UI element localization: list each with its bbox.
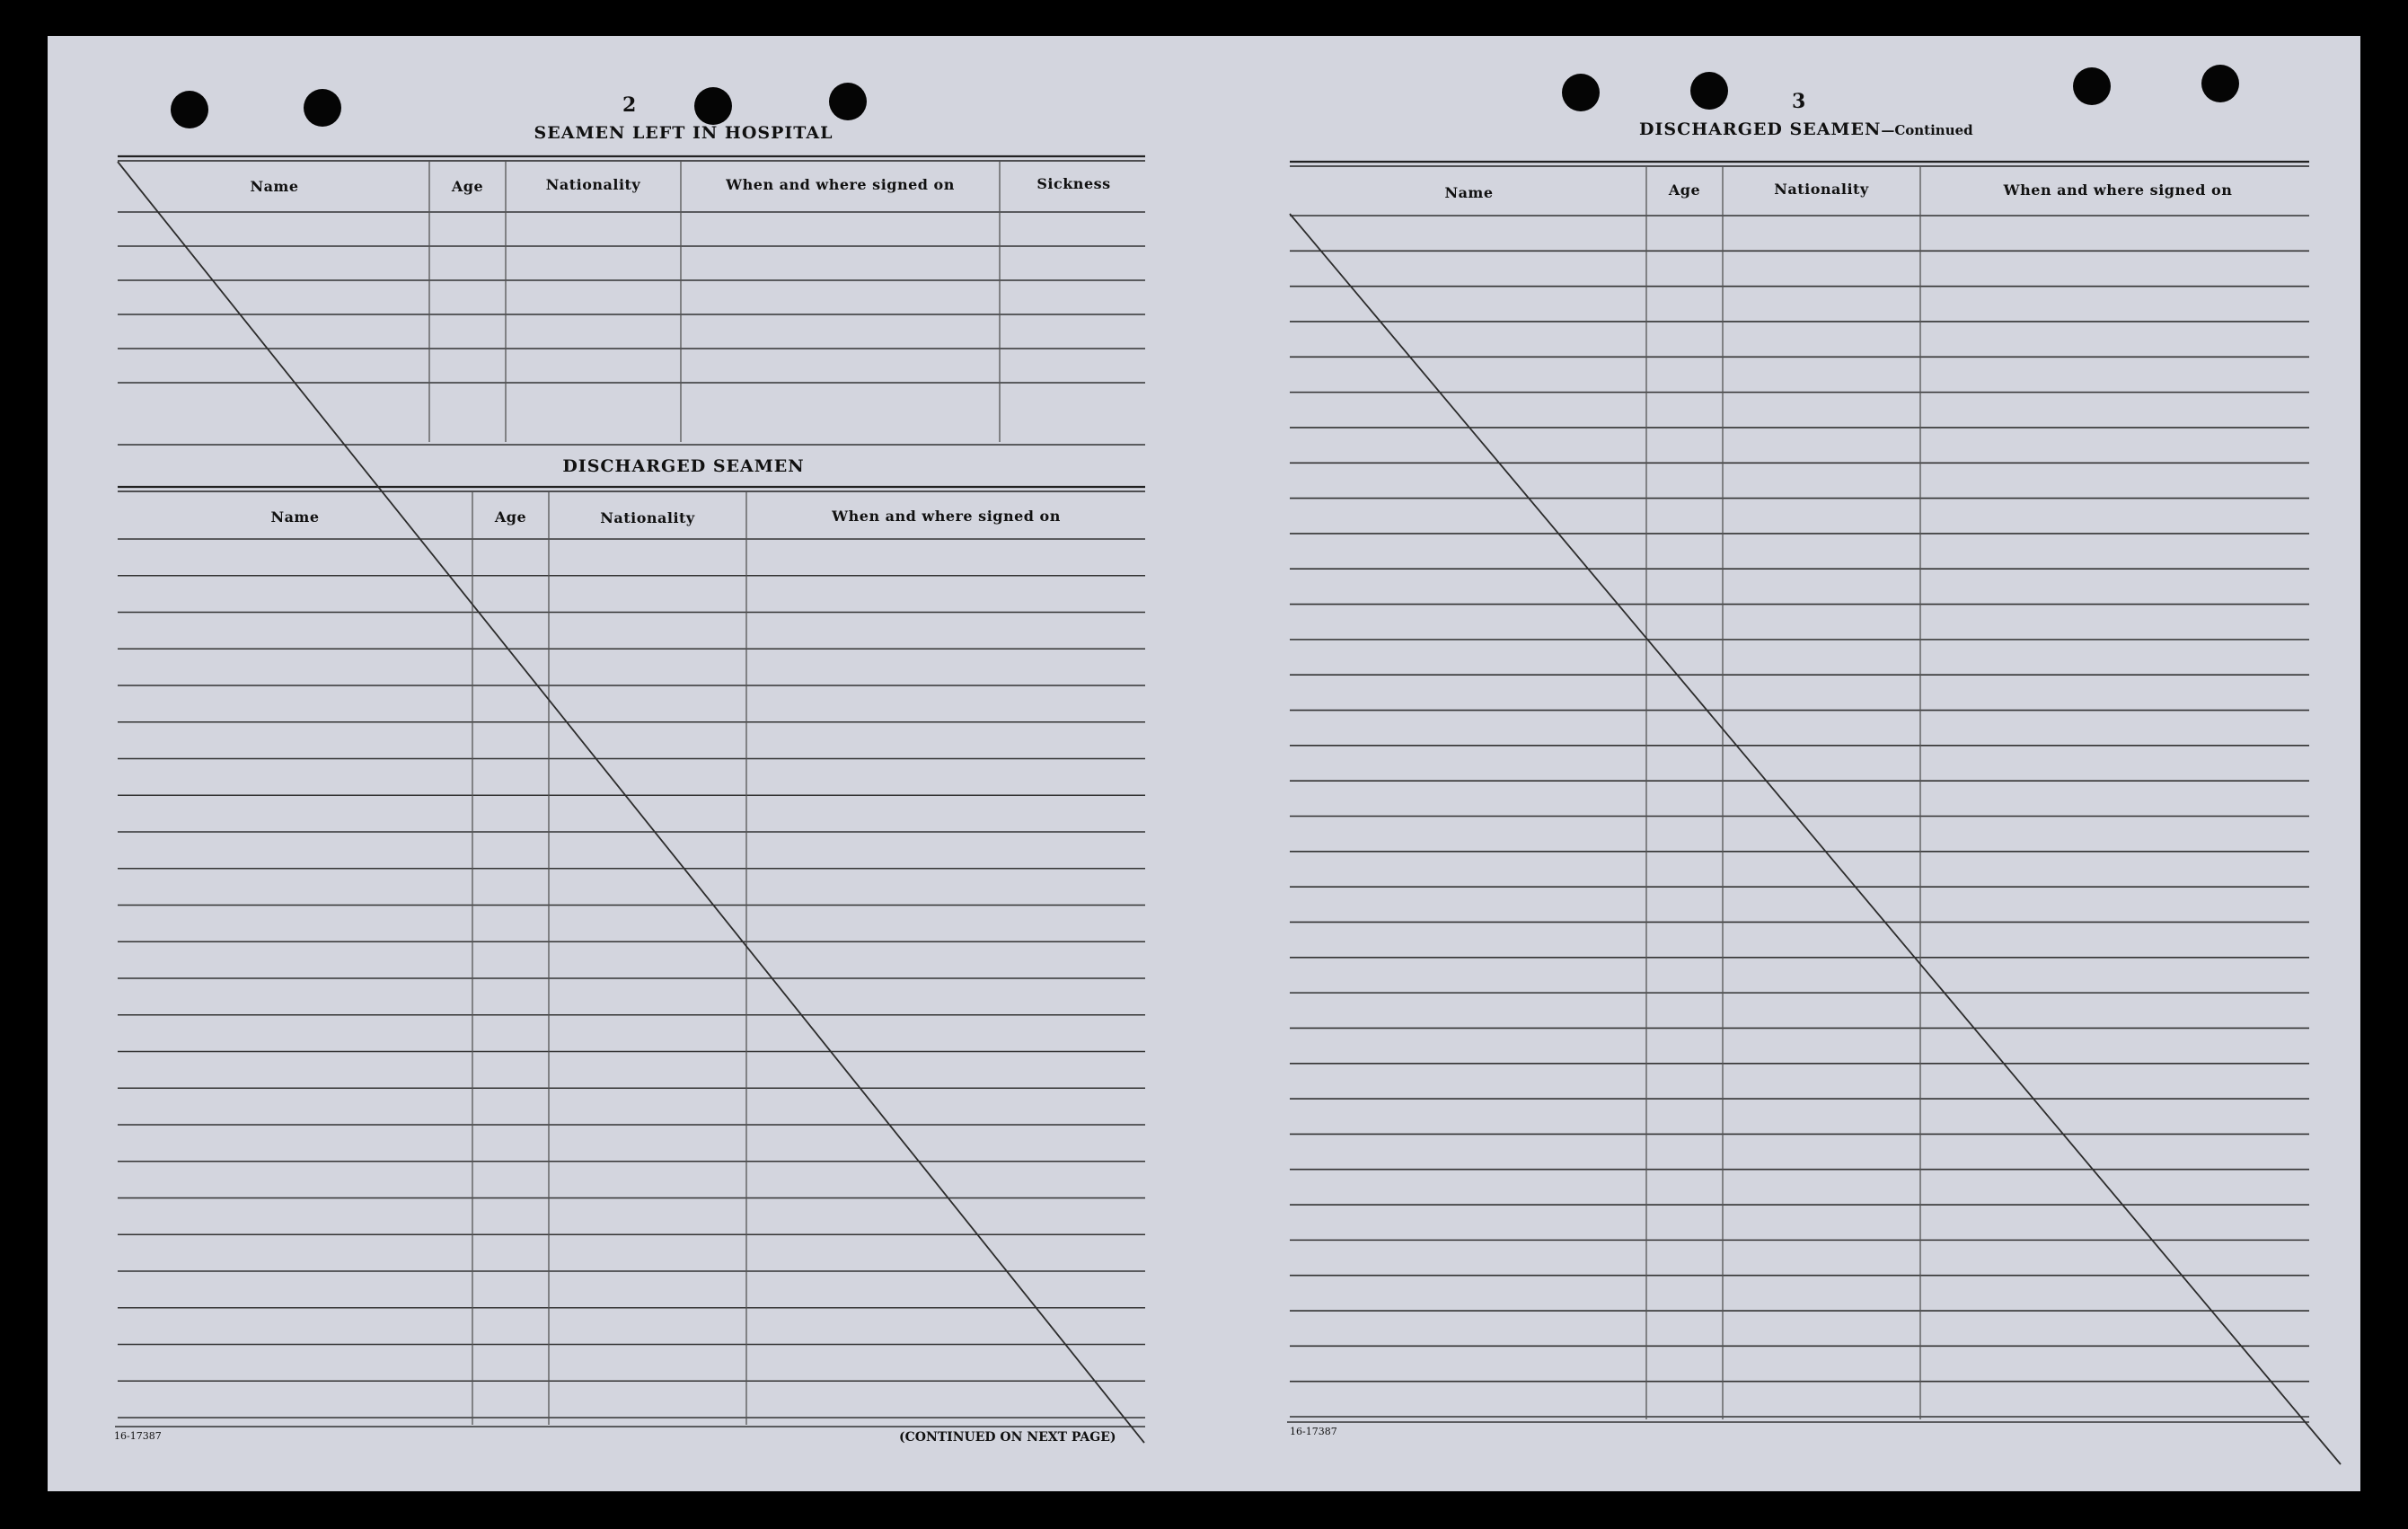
discharged-continued-title <box>1639 119 1973 139</box>
right-col-signed-on: When and where signed on <box>2003 181 2233 199</box>
discharged-section-title: DISCHARGED SEAMEN <box>562 456 805 476</box>
continued-note: (CONTINUED ON NEXT PAGE) <box>899 1430 1116 1445</box>
right-col-nationality: Nationality <box>1774 181 1869 198</box>
hospital-col-name: Name <box>250 178 299 195</box>
form-number-left: 16-17387 <box>114 1430 162 1442</box>
discharged-col-name: Name <box>270 508 320 526</box>
form-sheet <box>48 36 2360 1491</box>
discharged-continued-title-suffix: —Continued <box>1881 122 1973 138</box>
ruled-grid <box>48 36 2360 1491</box>
page-number-right: 3 <box>1792 90 1806 113</box>
hospital-col-sickness: Sickness <box>1036 175 1111 192</box>
discharged-col-signed-on: When and where signed on <box>832 508 1061 525</box>
hospital-col-age: Age <box>451 178 484 195</box>
hospital-col-nationality: Nationality <box>545 176 641 193</box>
cancel-stroke-left <box>118 162 1144 1443</box>
form-number-right: 16-17387 <box>1290 1426 1337 1437</box>
discharged-col-age: Age <box>494 508 527 526</box>
right-col-age: Age <box>1668 181 1701 199</box>
hospital-section-title: SEAMEN LEFT IN HOSPITAL <box>534 123 834 143</box>
hospital-col-signed-on: When and where signed on <box>726 176 955 193</box>
cancel-stroke-right <box>1290 214 2341 1464</box>
discharged-col-nationality: Nationality <box>600 509 695 526</box>
page-number-left: 2 <box>622 93 637 117</box>
right-col-name: Name <box>1444 184 1494 201</box>
discharged-continued-title-main: DISCHARGED SEAMEN <box>1639 119 1882 139</box>
